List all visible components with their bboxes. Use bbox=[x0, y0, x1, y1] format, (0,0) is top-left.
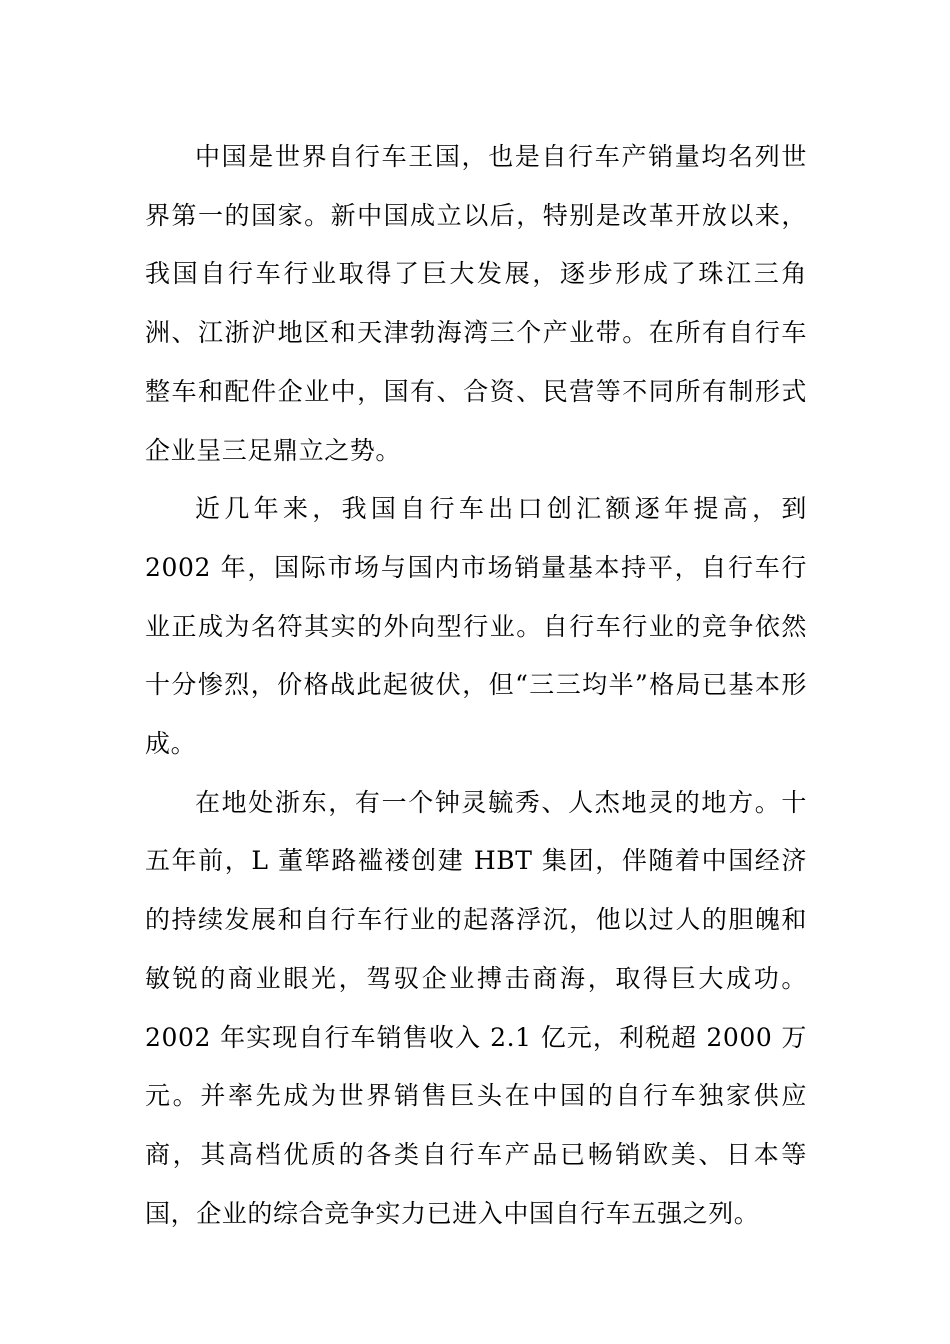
paragraph-industry-overview: 中国是世界自行车王国，也是自行车产销量均名列世界第一的国家。新中国成立以后，特别是改革开放以来，我国自行车行业取得了巨大发展，逐步形成了珠江三角洲、江浙沪地区和天津勃海湾三个产业带。在所有自行车整车和配件企业中，国有、合资、民营等不同所有制形式企业呈三足鼎立之势。 bbox=[145, 142, 807, 465]
paragraph-hbt-group: 在地处浙东，有一个钟灵毓秀、人杰地灵的地方。十五年前，L 董筚路褴褛创建 HBT 集团，伴随着中国经济的持续发展和自行车行业的起落浮沉，他以过人的胆魄和敏锐的商业眼光，驾驭企业搏击商海，取得巨大成功。2002 年实现自行车销售收入 2.1 亿元，利税超 2000 万元。并率先成为世界销售巨头在中国的自行车独家供应商，其高档优质的各类自行车产品已畅销欧美、日本等国，企业的综合竞争实力已进入中国自行车五强之列。 bbox=[145, 787, 807, 1228]
paragraph-export-growth: 近几年来，我国自行车出口创汇额逐年提高，到 2002 年，国际市场与国内市场销量基本持平，自行车行业正成为名符其实的外向型行业。自行车行业的竞争依然十分惨烈，价格战此起彼伏，但“三三均半”格局已基本形成。 bbox=[145, 494, 807, 759]
document-body bbox=[145, 128, 807, 1243]
